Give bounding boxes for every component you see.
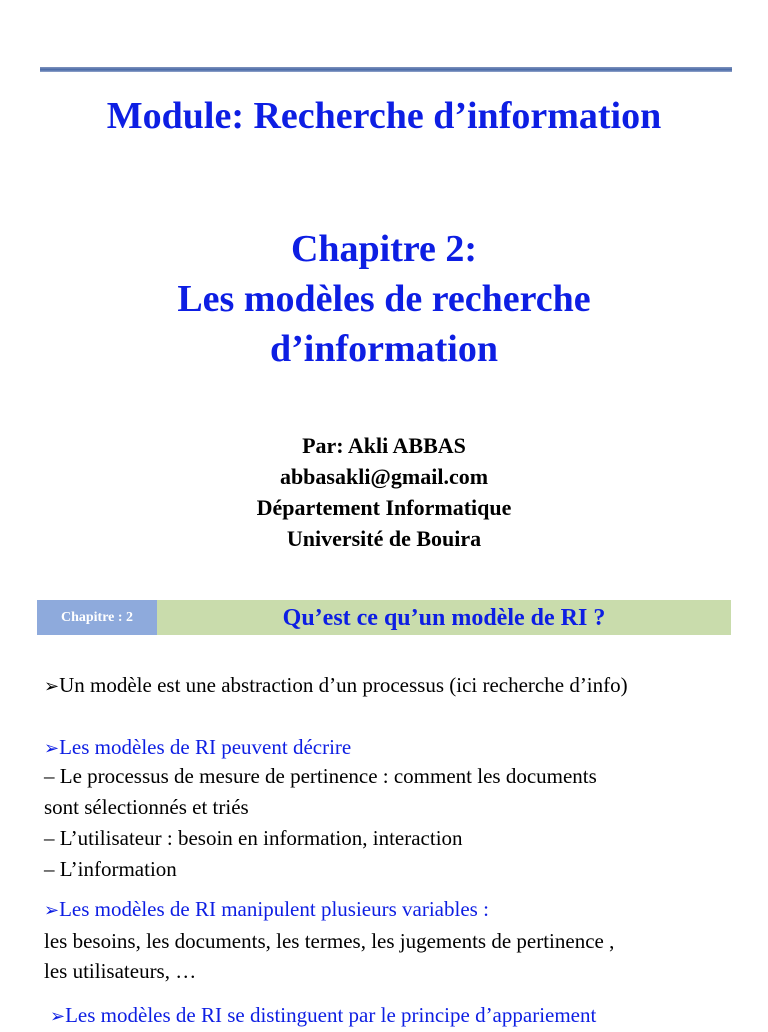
chapter-title-line-3: d’information bbox=[270, 328, 498, 370]
bullet-variables-heading bbox=[44, 894, 489, 926]
arrow-bullet-icon: ➢ bbox=[50, 1006, 66, 1026]
chapter-title-line-1: Chapitre 2: bbox=[290, 228, 478, 270]
module-title: Module: Recherche d’information bbox=[106, 95, 662, 137]
bullet-matching-text: Les modèles de RI se distinguent par le principe d’appariement bbox=[65, 1003, 597, 1027]
bullet-describe-heading bbox=[44, 732, 351, 764]
bullet-matching-heading bbox=[50, 1000, 596, 1032]
bullet-describe-text: Les modèles de RI peuvent décrire bbox=[59, 735, 352, 759]
describe-line-1: – Le processus de mesure de pertinence : comment les documents bbox=[44, 764, 597, 788]
describe-line-2: sont sélectionnés et triés bbox=[44, 795, 249, 819]
arrow-bullet-icon: ➢ bbox=[44, 676, 60, 696]
author-info bbox=[0, 430, 768, 554]
bullet-abstraction bbox=[44, 670, 628, 702]
author-email: abbasakli@gmail.com bbox=[279, 464, 489, 489]
arrow-bullet-icon: ➢ bbox=[44, 738, 60, 758]
chapter-tag: Chapitre : 2 bbox=[37, 600, 157, 635]
author-name: Par: Akli ABBAS bbox=[302, 433, 466, 458]
chapter-title bbox=[0, 224, 768, 374]
variables-line-2: les utilisateurs, … bbox=[44, 959, 197, 983]
describe-line-4: – L’information bbox=[44, 857, 177, 881]
top-divider bbox=[40, 67, 732, 72]
slide-title: Qu’est ce qu’un modèle de RI ? bbox=[157, 600, 731, 635]
bullet-abstraction-text: Un modèle est une abstraction d’un processus (ici recherche d’info) bbox=[59, 673, 628, 697]
variables-line-1: les besoins, les documents, les termes, les jugements de pertinence , bbox=[44, 929, 615, 953]
chapter-title-line-2: Les modèles de recherche bbox=[177, 278, 591, 320]
author-university: Université de Bouira bbox=[286, 526, 482, 551]
bullet-variables-text: Les modèles de RI manipulent plusieurs variables : bbox=[59, 897, 489, 921]
arrow-bullet-icon: ➢ bbox=[44, 900, 60, 920]
slide-header bbox=[37, 600, 731, 635]
describe-line-3: – L’utilisateur : besoin en information, interaction bbox=[44, 826, 463, 850]
author-department: Département Informatique bbox=[256, 495, 512, 520]
